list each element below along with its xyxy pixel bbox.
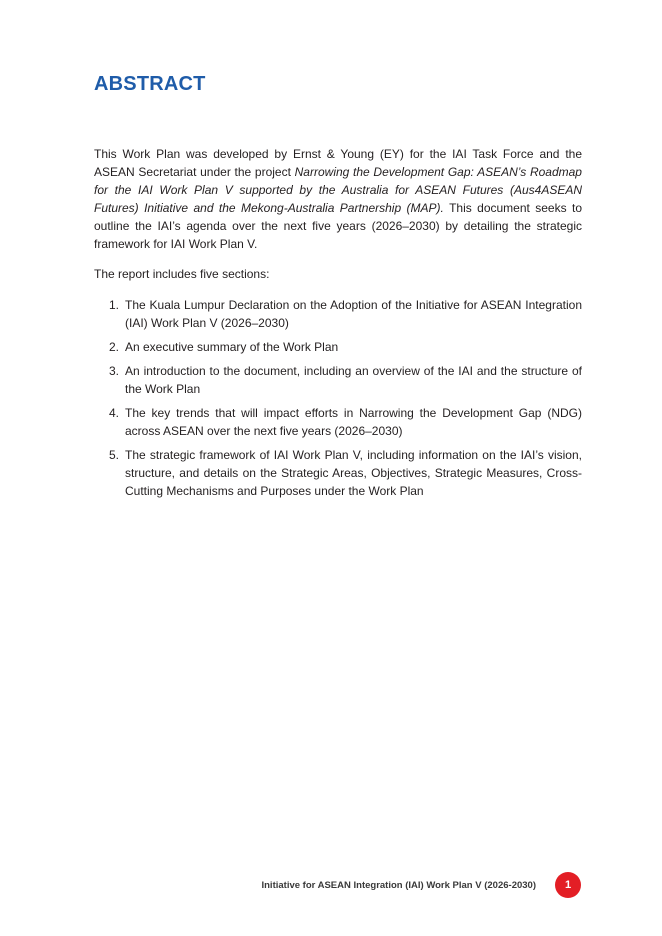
list-item-text: The strategic framework of IAI Work Plan V, including information on the IAI’s vision, structure, and details on the Strategic Areas, Objectives, Strategic Measures, Cross-Cutting Mechanisms and Purposes under the Work Plan — [125, 448, 582, 498]
intro-text-start: This Work Plan was developed by Ernst & Young (EY) for the IAI Task Force and the ASEAN Secretariat under the project — [94, 147, 582, 179]
list-item-number: 4. — [109, 406, 120, 420]
sections-lead: The report includes five sections: — [94, 267, 270, 281]
list-item — [94, 338, 582, 356]
intro-text-end: This document seeks to outline the IAI’s agenda over the next five years (2026–2030) by detailing the strategic framework for IAI Work Plan V. — [94, 201, 583, 251]
list-item-text: An executive summary of the Work Plan — [125, 340, 339, 354]
list-item-text: An introduction to the document, including an overview of the IAI and the structure of the Work Plan — [125, 364, 582, 396]
list-item-text: The Kuala Lumpur Declaration on the Adoption of the Initiative for ASEAN Integration (IAI) Work Plan V (2026–2030) — [125, 298, 582, 330]
sections-list — [94, 296, 582, 500]
list-item-text: The key trends that will impact efforts in Narrowing the Development Gap (NDG) across ASEAN over the next five years (2026–2030) — [125, 406, 582, 438]
page-title: ABSTRACT — [94, 73, 206, 95]
list-item — [94, 446, 582, 500]
list-item-number: 3. — [109, 364, 120, 378]
page-number-badge: 1 — [555, 872, 581, 898]
list-item — [94, 404, 582, 440]
list-item — [94, 296, 582, 332]
intro-paragraph — [94, 145, 582, 253]
footer-title: Initiative for ASEAN Integration (IAI) Work Plan V (2026-2030) — [261, 880, 536, 891]
list-item-number: 5. — [109, 448, 120, 462]
list-item-number: 2. — [109, 340, 120, 354]
abstract-body — [94, 145, 582, 506]
list-item — [94, 362, 582, 398]
list-item-number: 1. — [109, 298, 120, 312]
project-title: Narrowing the Development Gap: ASEAN’s Roadmap for the IAI Work Plan V supported by the Australia for ASEAN Futures (Aus4ASEAN Futures) Initiative and the Mekong-Australia Partnership (MAP). — [94, 165, 582, 215]
